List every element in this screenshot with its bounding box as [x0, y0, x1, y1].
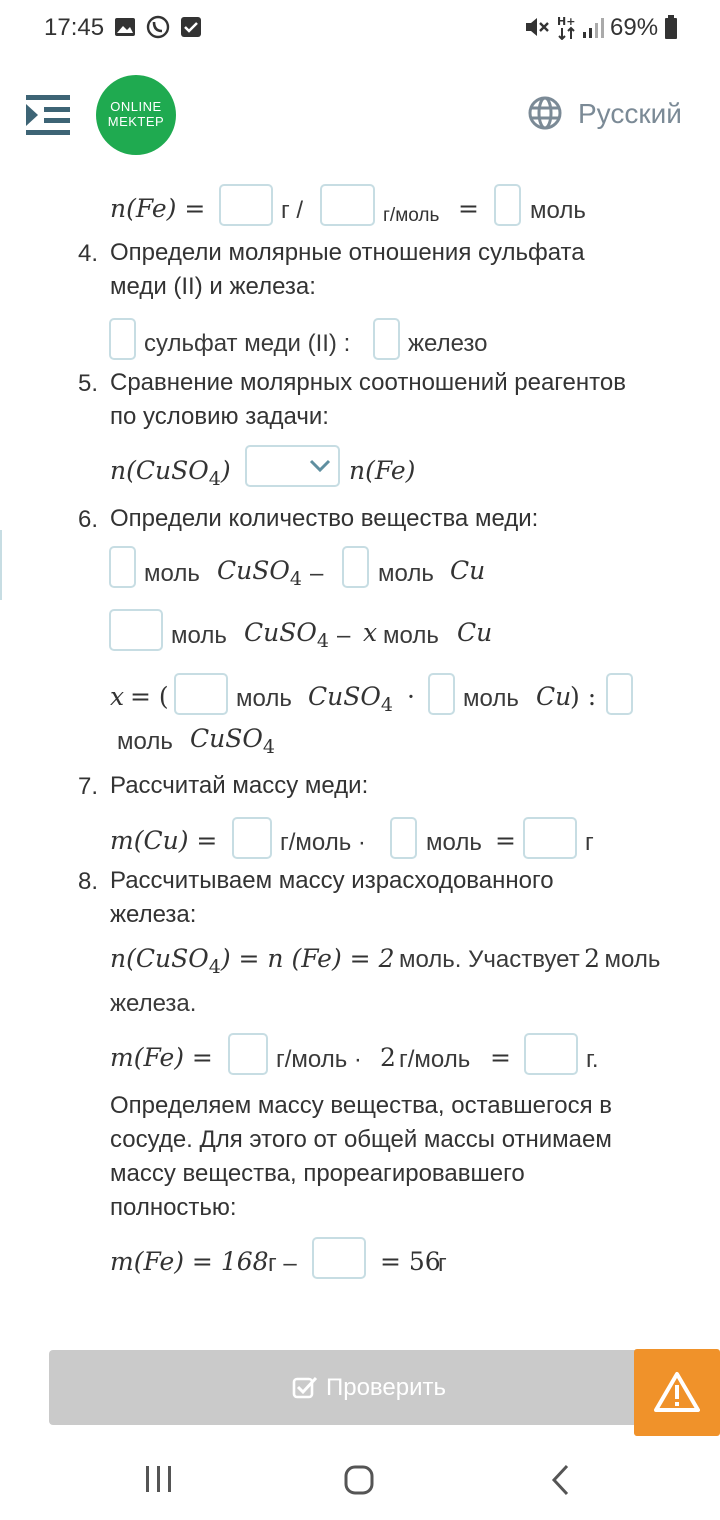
battery-percent: 69%	[610, 14, 659, 41]
step6-row3-divisor-input[interactable]	[606, 673, 633, 715]
recent-apps-icon[interactable]	[144, 1466, 174, 1492]
menu-icon[interactable]	[26, 95, 72, 135]
step6-row3-cu: Cu	[536, 682, 572, 711]
step6-row3-cuso-sub: 4	[380, 694, 393, 716]
step4-line2: меди (II) и железа:	[110, 273, 316, 300]
step5-number: 5.	[78, 370, 99, 397]
step6-row2-cuso-main: CuSO	[244, 618, 317, 647]
step6-row3-mol1: моль	[236, 685, 292, 712]
step6-row3-cu-input[interactable]	[428, 673, 455, 715]
step4-fe-ratio-input[interactable]	[373, 318, 400, 360]
step8-fe-molar-mass-input[interactable]	[228, 1033, 268, 1075]
step7-unit2: моль	[426, 829, 482, 856]
back-icon[interactable]	[550, 1464, 570, 1496]
step6-row1-dash: –	[310, 560, 324, 587]
step8-m-unit3: г.	[586, 1046, 599, 1073]
step7-moles-input[interactable]	[390, 817, 417, 859]
step6-number: 6.	[78, 506, 99, 533]
step8-p2: сосуде. Для этого от общей массы отнимаем	[110, 1126, 612, 1153]
step8-m-lhs: m(Fe) =	[110, 1043, 213, 1072]
step6-row3-close: ) :	[570, 682, 597, 711]
step4-cuso4-ratio-input[interactable]	[109, 318, 136, 360]
step6-row3-dot: ·	[407, 682, 415, 711]
step6-row2-cuso-sub: 4	[316, 630, 329, 652]
step7-unit3: г	[585, 829, 594, 856]
online-mektep-logo[interactable]	[96, 75, 176, 155]
battery-icon	[664, 15, 678, 39]
step3-lhs: n(Fe) =	[110, 194, 206, 223]
step8-m-unit1: г/моль ·	[276, 1046, 362, 1073]
step6-row2-cu: Cu	[457, 618, 493, 647]
svg-text:H+: H+	[557, 15, 576, 28]
step7-molar-mass-input[interactable]	[232, 817, 272, 859]
step4-label2: железо	[408, 330, 488, 357]
step8-m-two: 2	[380, 1043, 396, 1072]
step8-p3: массу вещества, прореагировавшего	[110, 1160, 525, 1187]
step8-line1: Рассчитываем массу израсходованного	[110, 867, 554, 894]
check-square-icon	[292, 1375, 318, 1399]
step6-row4-cuso4	[190, 724, 275, 758]
step6-row1-mol1: моль	[144, 560, 200, 587]
step6-row1-cuso-sub: 4	[289, 568, 302, 590]
step3-unit-g: г /	[281, 197, 304, 224]
step5-comparison-select[interactable]	[245, 445, 340, 487]
step8-eq-n-cuso: n(CuSO	[110, 944, 209, 973]
step6-row3-eq: = (	[130, 682, 169, 711]
step8-m-eq: =	[490, 1043, 511, 1072]
step6-row2-x: x	[363, 618, 378, 647]
logo-line2: MEKTEP	[107, 114, 165, 129]
step3-equals: =	[458, 194, 479, 223]
warning-icon	[654, 1371, 700, 1413]
check-button[interactable]	[49, 1350, 689, 1425]
gallery-icon	[114, 17, 136, 37]
step6-row2-cuso4-input[interactable]	[109, 609, 163, 651]
step7-equals: =	[495, 826, 516, 855]
step8-fe-mass-input[interactable]	[524, 1033, 578, 1075]
step8-reacted-mass-input[interactable]	[312, 1237, 366, 1279]
step6-row2-dash: –	[337, 622, 351, 649]
step3-molar-mass-input[interactable]	[320, 184, 375, 226]
logo-line1: ONLINE	[110, 99, 162, 114]
step8-f-lhs: m(Fe) = 168	[110, 1247, 269, 1276]
step8-eq-num: 2	[584, 944, 601, 973]
signal-icon	[582, 17, 606, 39]
globe-icon[interactable]	[527, 95, 563, 131]
step8-m-unit2: г/моль	[399, 1046, 471, 1073]
step8-number: 8.	[78, 868, 99, 895]
step5-left-main: n(CuSO	[110, 456, 209, 485]
step6-row4-cuso-sub: 4	[262, 736, 275, 758]
step6-row1-cuso4-input[interactable]	[109, 546, 136, 588]
step5-left-sub: 4	[208, 468, 221, 490]
step8-f-unit2: г	[438, 1250, 447, 1277]
step8-eq-text2: моль	[604, 946, 661, 973]
step3-moles-input[interactable]	[494, 184, 521, 226]
step4-line1: Определи молярные отношения сульфата	[110, 239, 585, 266]
step5-line2: по условию задачи:	[110, 403, 329, 430]
scroll-edge-indicator	[0, 530, 2, 600]
step6-row1-mol2: моль	[378, 560, 434, 587]
step8-eq-line2: железа.	[110, 990, 197, 1017]
step8-p4: полностью:	[110, 1194, 237, 1221]
step8-eq-line	[110, 944, 660, 978]
mute-icon	[524, 15, 550, 39]
step6-row2-mol1: моль	[171, 622, 227, 649]
step8-p1: Определяем массу вещества, оставшегося в	[110, 1092, 612, 1119]
data-icon	[557, 14, 577, 40]
step5-line1: Сравнение молярных соотношений реагентов	[110, 369, 626, 396]
step6-line1: Определи количество вещества меди:	[110, 505, 539, 532]
step6-row4-cuso-main: CuSO	[190, 724, 263, 753]
step5-left-close: )	[220, 456, 231, 485]
step8-f-unit: г –	[268, 1250, 297, 1277]
step7-number: 7.	[78, 773, 99, 800]
status-bar	[0, 0, 720, 56]
step3-unit-gmol: г/моль	[383, 205, 440, 226]
step6-row1-cuso-main: CuSO	[217, 556, 290, 585]
step8-f-eq: = 56	[380, 1247, 441, 1276]
step6-row3-cuso4	[308, 682, 393, 716]
step4-label1: сульфат меди (II) :	[144, 330, 351, 357]
step5-question	[110, 366, 626, 434]
step8-line2: железа:	[110, 901, 197, 928]
step7-unit1: г/моль ·	[280, 829, 366, 856]
step3-unit-mol: моль	[530, 197, 586, 224]
step6-row3-mol2: моль	[463, 685, 519, 712]
step8-eq-sub: 4	[208, 956, 221, 978]
step8-eq-text1: моль. Участвует	[398, 946, 580, 973]
step7-lhs: m(Cu) =	[110, 826, 218, 855]
step6-row1-cuso4	[217, 556, 302, 590]
step4-question	[110, 236, 585, 304]
step6-row3-cuso4-input[interactable]	[174, 673, 228, 715]
step7-line1: Рассчитай массу меди:	[110, 772, 369, 799]
step6-row4-mol: моль	[117, 728, 173, 755]
language-selector[interactable]: Русский	[578, 98, 682, 129]
chevron-down-icon	[309, 459, 331, 473]
step4-number: 4.	[78, 240, 99, 267]
report-problem-button[interactable]	[634, 1349, 720, 1436]
step6-row2-mol2: моль	[383, 622, 439, 649]
checkbox-notification-icon	[181, 17, 201, 37]
whatsapp-icon	[146, 15, 170, 39]
status-time: 17:45	[44, 14, 105, 41]
step6-row3-x: x	[110, 682, 125, 711]
system-nav-bar	[0, 1440, 720, 1520]
check-button-label: Проверить	[325, 1374, 447, 1401]
step8-paragraph	[110, 1089, 612, 1225]
step7-mass-input[interactable]	[523, 817, 577, 859]
step6-row2-cuso4	[244, 618, 329, 652]
step5-right-expr: n(Fe)	[349, 456, 416, 485]
step5-left-expr	[110, 456, 231, 490]
step6-row1-cu-input[interactable]	[342, 546, 369, 588]
step3-mass-input[interactable]	[219, 184, 273, 226]
step8-eq-rest: ) = n (Fe) = 2	[220, 944, 395, 973]
step8-question	[110, 864, 554, 932]
home-icon[interactable]	[344, 1465, 374, 1495]
step6-row3-cuso-main: CuSO	[308, 682, 381, 711]
step6-row1-cu: Cu	[450, 556, 486, 585]
